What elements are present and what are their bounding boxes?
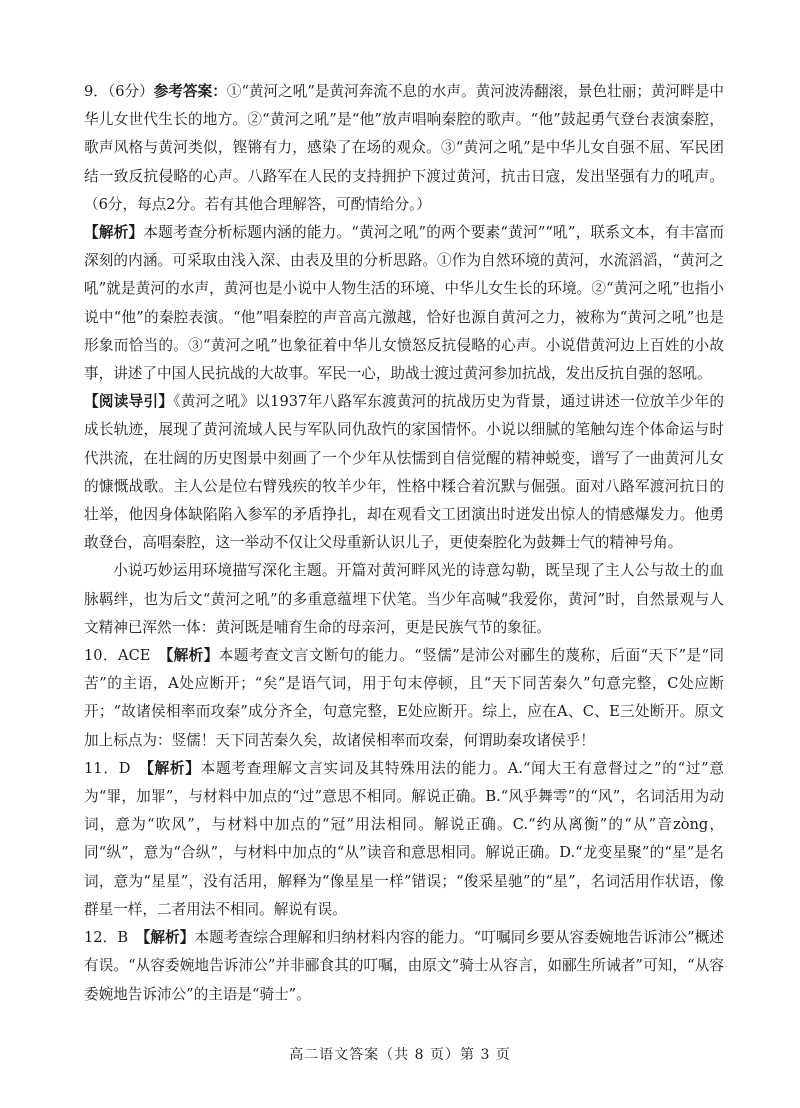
q9-number: 9．（6分） <box>84 83 154 100</box>
q12-answer <box>84 924 724 1009</box>
q10-analysis-label: 【解析】 <box>165 647 219 665</box>
q12-number: 12．B <box>84 929 143 947</box>
q10-answer <box>84 642 724 755</box>
q9-answer-label: 参考答案： <box>153 83 227 100</box>
reading-guide <box>84 388 724 557</box>
q12-analysis-label: 【解析】 <box>142 929 195 947</box>
q11-number: 11．D <box>84 759 147 777</box>
reading-guide-label: 【阅读导引】 <box>84 393 174 411</box>
q9-answer-text: ①“黄河之吼”是黄河奔流不息的水声。黄河波涛翻滚，景色壮丽；黄河畔是中华儿女世代生长的地方。②“黄河之吼”是“他”放声唱响秦腔的歌声。“他”鼓起勇气登台表演秦腔，歌声风格与黄河类似，铿锵有力，感染了在场的观众。③“黄河之吼”是中华儿女自强不屈、军民团结一致反抗侵略的心声。八路军在人民的支持拥护下渡过黄河，抗击日寇，发出坚强有力的吼声。（6分，每点2分。若有其他合理解答，可酌情给分。） <box>84 83 724 213</box>
q9-analysis-label: 【解析】 <box>84 224 144 242</box>
q9-answer <box>84 78 724 219</box>
q10-number: 10．ACE <box>84 647 166 665</box>
q12-analysis-text: 本题考查综合理解和归纳材料内容的能力。“叮嘱同乡要从容委婉地告诉沛公”概述有误。“从容委婉地告诉沛公”并非郦食其的叮嘱，由原文“骑士从容言，如郦生所诫者”可知，“从容委婉地告诉沛公”的主语是“骑士”。 <box>84 929 725 1003</box>
page-footer: 高二语文答案（共 8 页）第 3 页 <box>289 1047 511 1063</box>
q11-analysis-label: 【解析】 <box>146 759 201 777</box>
q11-answer <box>84 755 724 924</box>
answer-content <box>84 78 724 1009</box>
q11-analysis-text: 本题考查理解文言实词及其特殊用法的能力。A.“闻大王有意督过之”的“过”意为“罪，加罪”，与材料中加点的“过”意思不相同。解说正确。B.“风乎舞雩”的“风”，名词活用为动词，意为“吹风”，与材料中加点的“冠”用法相同。解说正确。C.“约从离衡”的“从”音zòng，同“纵”，意为“合纵”，与材料中加点的“从”读音和意思相同。解说正确。D.“龙变星聚”的“星”是名词，意为“星星”，没有活用，解释为“像星星一样”错误；“俊采星驰”的“星”，名词活用作状语，像群星一样，二者用法不相同。解说有误。 <box>84 759 724 918</box>
reading-guide-para-2: 小说巧妙运用环境描写深化主题。开篇对黄河畔风光的诗意勾勒，既呈现了主人公与故土的血脉羁绊，也为后文“黄河之吼”的多重意蕴埋下伏笔。当少年高喊“我爱你，黄河”时，自然景观与人文精神已浑然一体：黄河既是哺育生命的母亲河，更是民族气节的象征。 <box>84 562 724 636</box>
q9-analysis <box>84 219 724 388</box>
reading-guide-text: 《黄河之吼》以1937年八路军东渡黄河的抗战历史为背景，通过讲述一位放羊少年的成长轨迹，展现了黄河流域人民与军队同仇敌忾的家国情怀。小说以细腻的笔触勾连个体命运与时代洪流，在壮阔的历史图景中刻画了一个少年从怯懦到自信觉醒的精神蜕变，谱写了一曲黄河儿女的慷慨战歌。主人公是位右臂残疾的牧羊少年，性格中糅合着沉默与倔强。面对八路军渡河抗日的壮举，他因身体缺陷陷入参军的矛盾挣扎，却在观看文工团演出时迸发出惊人的情感爆发力。他勇敢登台，高唱秦腔，这一举动不仅让父母重新认识儿子，更使秦腔化为鼓舞士气的精神号角。 <box>84 393 724 552</box>
q10-analysis-text: 本题考查文言文断句的能力。“竖儒”是沛公对郦生的蔑称，后面“天下”是“同苦”的主语，A处应断开；“矣”是语气词，用于句末停顿，且“天下同苦秦久”句意完整，C处应断开；“故诸侯相率而攻秦”成分齐全，句意完整，E处应断开。综上，应在A、C、E三处断开。原文加上标点为：竖儒！天下同苦秦久矣，故诸侯相率而攻秦，何谓助秦攻诸侯乎！ <box>84 647 725 749</box>
q9-analysis-text: 本题考查分析标题内涵的能力。“黄河之吼”的两个要素“黄河”“吼”，联系文本，有丰富而深刻的内涵。可采取由浅入深、由表及里的分析思路。①作为自然环境的黄河，水流滔滔，“黄河之吼”就是黄河的水声，黄河也是小说中人物生活的环境、中华儿女生长的环境。②“黄河之吼”也指小说中“他”的秦腔表演。“他”唱秦腔的声音高亢激越，恰好也源自黄河之力，被称为“黄河之吼”也是形象而恰当的。③“黄河之吼”也象征着中华儿女愤怒反抗侵略的心声。小说借黄河边上百姓的小故事，讲述了中国人民抗战的大故事。军民一心，助战士渡过黄河参加抗战，发出反抗自强的怒吼。 <box>84 224 724 383</box>
